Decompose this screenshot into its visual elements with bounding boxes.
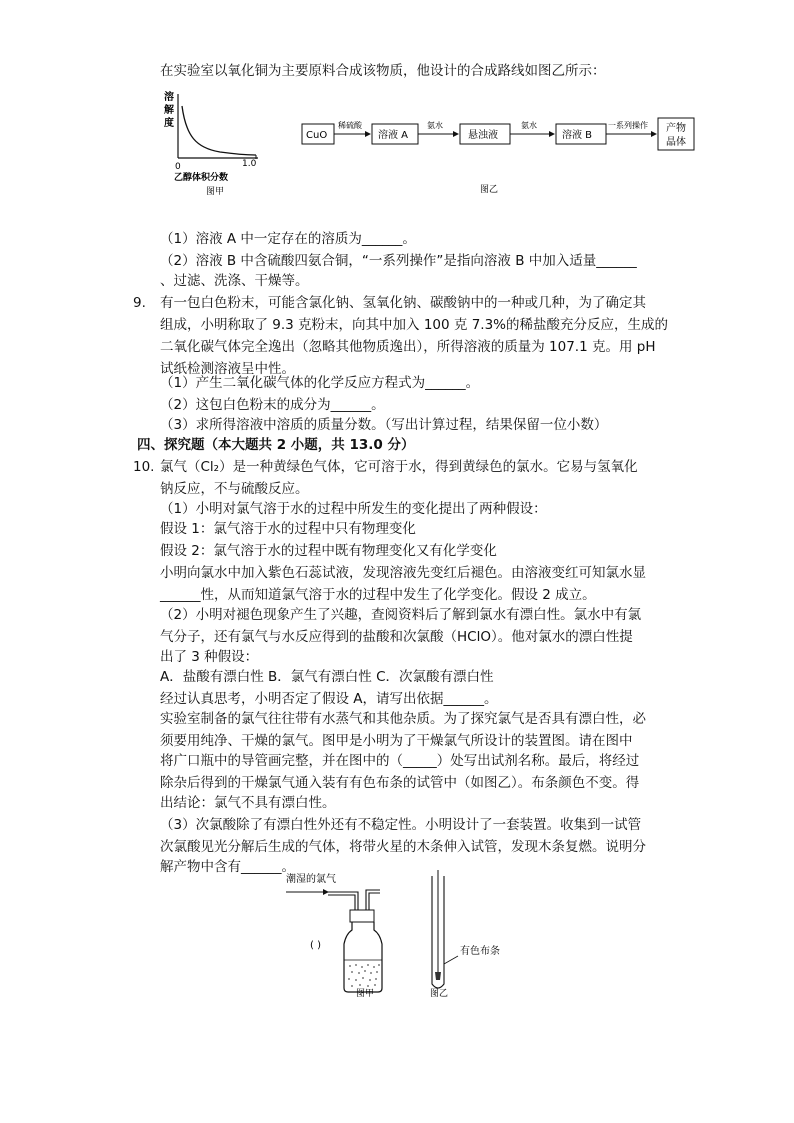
graph-ylabel-3: 度 [164, 118, 174, 129]
apparatus-caption-yi: 图乙 [430, 989, 449, 999]
q8-part2-line1: （2）溶液 B 中含硫酸四氨合铜，“一系列操作”是指向溶液 B 中加入适量______ [160, 253, 637, 269]
flow-box-suspension: 悬浊液 [468, 130, 498, 141]
q10-line1: 氯气（Cl₂）是一种黄绿色气体，它可溶于水，得到黄绿色的氯水。它易与氢氧化 [160, 459, 638, 475]
graph-xlabel: 乙醇体积分数 [174, 173, 229, 183]
q10-number: 10. [133, 459, 155, 475]
q9-line4: 试纸检测溶液呈中性。 [160, 361, 295, 377]
q9-part3: （3）求所得溶液中溶质的质量分数。（写出计算过程，结果保留一位小数） [160, 417, 608, 433]
q10-line5: 假设 2：氯气溶于水的过程中既有物理变化又有化学变化 [160, 543, 497, 559]
q10-line6: 小明向氯水中加入紫色石蕊试液，发现溶液先变红后褪色。由溶液变红可知氯水显 [160, 565, 646, 581]
graph-ylabel-2: 解 [164, 105, 174, 116]
q10-line2: 钠反应，不与硫酸反应。 [160, 481, 309, 497]
q10-line8: （2）小明对褪色现象产生了兴趣，查阅资料后了解到氯水有漂白性。氯水中有氯 [160, 607, 642, 623]
q9-line1: 有一包白色粉末，可能含氯化钠、氢氧化钠、碳酸钠中的一种或几种，为了确定其 [160, 295, 646, 311]
strip-label: 有色布条 [460, 946, 500, 957]
intro-text: 在实验室以氧化铜为主要原料合成该物质，他设计的合成路线如图乙所示： [160, 63, 606, 79]
q10-line11: A．盐酸有漂白性 B．氯气有漂白性 C．次氯酸有漂白性 [160, 669, 494, 685]
q10-line13: 实验室制备的氯气往往带有水蒸气和其他杂质。为了探究氯气是否具有漂白性，必 [160, 711, 646, 727]
graph-x1: 1.0 [242, 159, 257, 169]
gas-label: 潮湿的氯气 [286, 874, 336, 885]
q10-line17: 出结论：氯气不具有漂白性。 [160, 795, 336, 811]
q9-line2: 组成，小明称取了 9.3 克粉末，向其中加入 100 克 7.3%的稀盐酸充分反应，生成的 [160, 317, 668, 333]
flow-arrow-3-label: 氨水 [521, 121, 537, 130]
q10-line14: 须要用纯净、干燥的氯气。图甲是小明为了干燥氯气所设计的装置图。请在图中 [160, 733, 633, 749]
q10-line3: （1）小明对氯气溶于水的过程中所发生的变化提出了两种假设： [160, 501, 547, 517]
q8-part2-line2: 、过滤、洗涤、干燥等。 [160, 273, 309, 289]
synthesis-flowchart [300, 112, 700, 196]
q10-line4: 假设 1：氯气溶于水的过程中只有物理变化 [160, 521, 416, 537]
flow-box-solution-b: 溶液 B [562, 130, 593, 141]
flow-box-product-2: 晶体 [666, 137, 686, 148]
graph-ylabel-1: 溶 [164, 92, 174, 103]
q10-line18: （3）次氯酸除了有漂白性外还有不稳定性。小明设计了一套装置。收集到一试管 [160, 817, 642, 833]
solubility-graph [160, 86, 280, 198]
flowchart-caption: 图乙 [480, 185, 499, 195]
q10-line10: 出了 3 种假设： [160, 649, 259, 665]
apparatus-caption-jia: 图甲 [356, 989, 375, 999]
q10-line15: 将广口瓶中的导管画完整，并在图中的（_____）处写出试剂名称。最后，将经过 [160, 753, 640, 769]
reagent-blank: ( ) [310, 940, 321, 951]
section-heading: 四、探究题（本大题共 2 小题，共 13.0 分） [137, 437, 415, 453]
flow-box-solution-a: 溶液 A [378, 130, 409, 141]
flow-arrow-2-label: 氨水 [427, 121, 443, 130]
q8-part1: （1）溶液 A 中一定存在的溶质为______。 [160, 231, 416, 247]
q10-line7: ______性，从而知道氯气溶于水的过程中发生了化学变化。假设 2 成立。 [160, 587, 596, 603]
q9-part2: （2）这包白色粉末的成分为______。 [160, 397, 385, 413]
q10-line12: 经过认真思考，小明否定了假设 A，请写出依据______。 [160, 691, 498, 707]
graph-caption: 图甲 [206, 187, 225, 197]
flow-box-product-1: 产物 [666, 123, 686, 134]
q10-line16: 除杂后得到的干燥氯气通入装有有色布条的试管中（如图乙）。布条颜色不变。得 [160, 775, 640, 791]
q10-line19: 次氯酸见光分解后生成的气体，将带火星的木条伸入试管，发现木条复燃。说明分 [160, 839, 646, 855]
flow-arrow-4-label: 一系列操作 [608, 121, 648, 130]
flow-arrow-1-label: 稀硫酸 [338, 121, 362, 130]
q10-line9: 气分子，还有氯气与水反应得到的盐酸和次氯酸（HClO）。他对氯水的漂白性提 [160, 629, 633, 645]
apparatus-figure [280, 868, 520, 1000]
q9-line3: 二氧化碳气体完全逸出（忽略其他物质逸出），所得溶液的质量为 107.1 克。用 pH [160, 339, 656, 355]
q10-line20: 解产物中含有______。 [160, 859, 295, 875]
flow-box-cuo: CuO [306, 130, 328, 141]
graph-x0: 0 [175, 162, 181, 172]
q9-part1: （1）产生二氧化碳气体的化学反应方程式为______。 [160, 375, 480, 391]
q9-number: 9. [133, 295, 146, 311]
